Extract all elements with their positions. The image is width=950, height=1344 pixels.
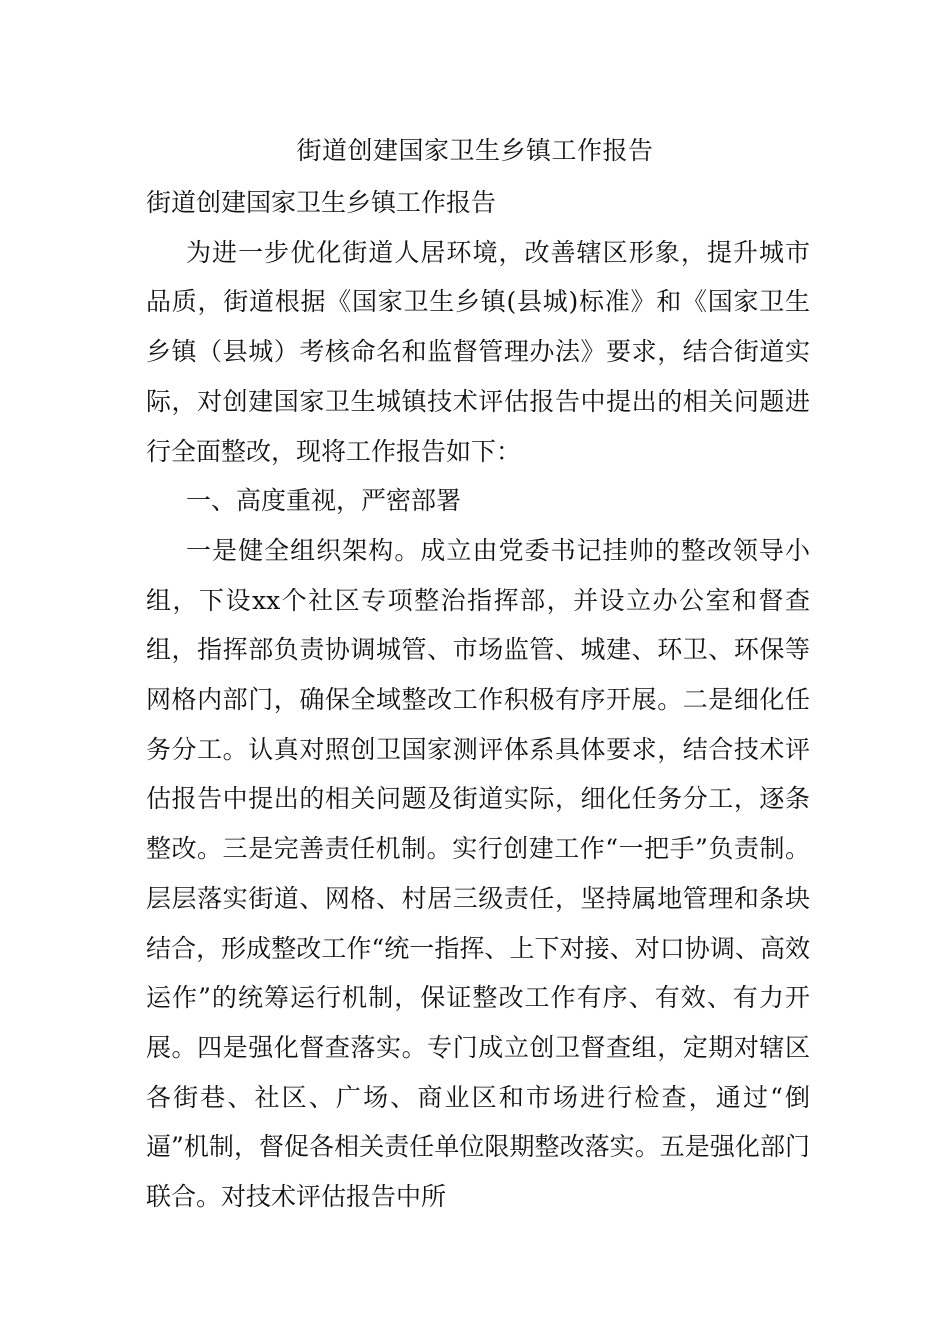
document-body xyxy=(146,178,810,1222)
section-heading: 一、高度重视，严密部署 xyxy=(186,486,462,516)
section-paragraph: 一是健全组织架构。成立由党委书记挂帅的整改领导小组，下设xx个社区专项整治指挥部，并设立办公室和督查组，指挥部负责协调城管、市场监管、城建、环卫、环保等网格内部门，确保全域整改工作积极有序开展。二是细化任务分工。认真对照创卫国家测评体系具体要求，结合技术评估报告中提出的相关问题及街道实际，细化任务分工，逐条整改。三是完善责任机制。实行创建工作“一把手”负责制。层层落实街道、网格、村居三级责任，坚持属地管理和条块结合，形成整改工作“统一指挥、上下对接、对口协调、高效运作”的统筹运行机制，保证整改工作有序、有效、有力开展。四是强化督查落实。专门成立创卫督查组，定期对辖区各街巷、社区、广场、商业区和市场进行检查，通过“倒逼”机制，督促各相关责任单位限期整改落实。五是强化部门联合。对技术评估报告中所 xyxy=(146,535,810,1212)
document-subtitle: 街道创建国家卫生乡镇工作报告 xyxy=(146,188,497,217)
document-title: 街道创建国家卫生乡镇工作报告 xyxy=(296,136,654,165)
intro-paragraph: 为进一步优化街道人居环境，改善辖区形象，提升城市品质，街道根据《国家卫生乡镇(县城)标准》和《国家卫生乡镇（县城）考核命名和监督管理办法》要求，结合街道实际，对创建国家卫生城镇技术评估报告中提出的相关问题进行全面整改，现将工作报告如下： xyxy=(146,237,810,466)
